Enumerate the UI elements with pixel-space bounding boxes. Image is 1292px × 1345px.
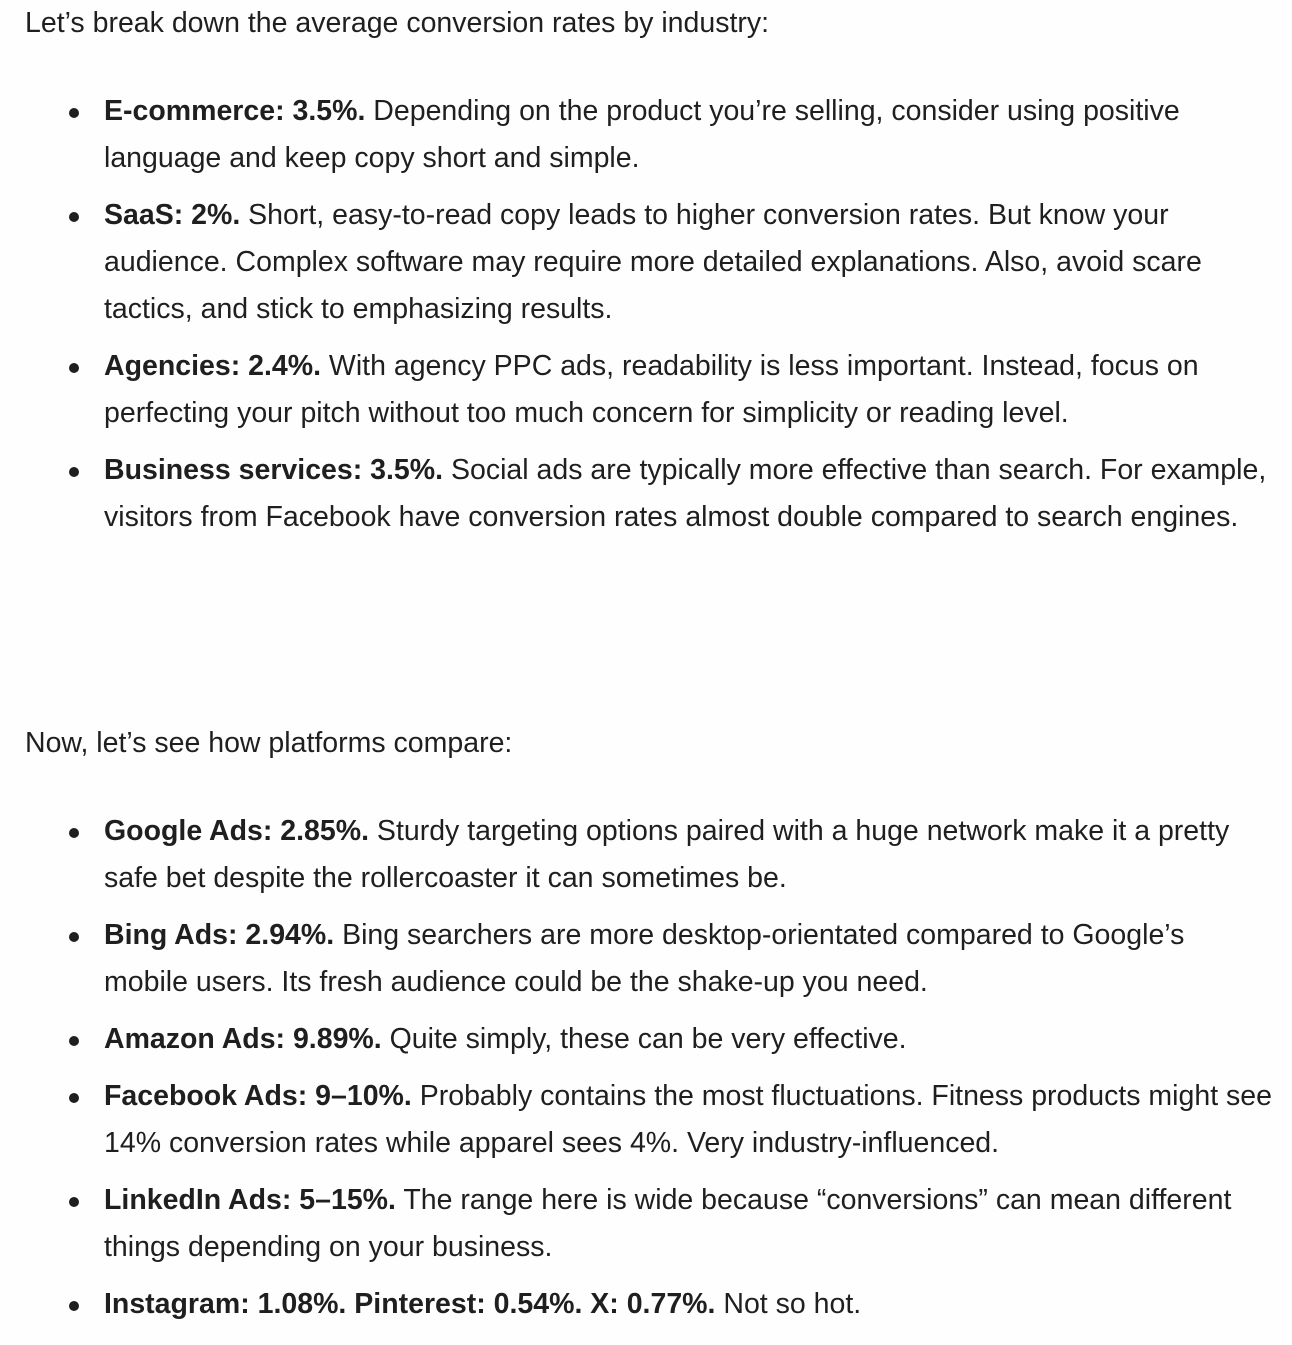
bullet-dot-icon — [69, 932, 79, 942]
item-label: SaaS: 2%. — [104, 199, 241, 231]
item-description: With agency PPC ads, readability is less important. Instead, focus on perfecting your pitch without too much concern for simplicity or reading level. — [104, 350, 1199, 429]
platform-conversion-list — [0, 808, 1292, 1338]
item-description: Social ads are typically more effective than search. For example, visitors from Facebook have conversion rates almost double compared to search engines. — [104, 454, 1267, 533]
item-description: Sturdy targeting options paired with a huge network make it a pretty safe bet despite the rollercoaster it can sometimes be. — [104, 815, 1230, 894]
item-label: Bing Ads: 2.94%. — [104, 919, 335, 951]
item-label: LinkedIn Ads: 5–15%. — [104, 1184, 396, 1216]
bullet-dot-icon — [69, 1093, 79, 1103]
bullet-dot-icon — [69, 212, 79, 222]
list-item — [0, 1073, 1292, 1167]
item-description: Quite simply, these can be very effective. — [381, 1023, 907, 1055]
platform-intro-paragraph: Now, let’s see how platforms compare: — [25, 727, 513, 759]
bullet-dot-icon — [69, 1197, 79, 1207]
list-item — [0, 88, 1292, 182]
bullet-dot-icon — [69, 363, 79, 373]
item-label: Google Ads: 2.85%. — [104, 815, 370, 847]
item-description: Short, easy-to-read copy leads to higher conversion rates. But know your audience. Complex software may require more detailed explanations. Also, avoid scare tactics, and stick to emphasizing results. — [104, 199, 1202, 325]
item-label: Amazon Ads: 9.89%. — [104, 1023, 382, 1055]
industry-conversion-list — [0, 88, 1292, 551]
bullet-dot-icon — [69, 828, 79, 838]
bullet-dot-icon — [69, 108, 79, 118]
item-description: The range here is wide because “conversions” can mean different things depending on your business. — [104, 1184, 1232, 1263]
item-description: Probably contains the most fluctuations. Fitness products might see 14% conversion rates while apparel sees 4%. Very industry-influenced. — [104, 1080, 1272, 1159]
list-item — [0, 1016, 1292, 1063]
bullet-dot-icon — [69, 467, 79, 477]
bullet-dot-icon — [69, 1301, 79, 1311]
bullet-dot-icon — [69, 1036, 79, 1046]
list-item — [0, 1177, 1292, 1271]
list-item — [0, 1281, 1292, 1328]
list-item — [0, 192, 1292, 333]
item-label: Facebook Ads: 9–10%. — [104, 1080, 412, 1112]
item-description: Bing searchers are more desktop-orientated compared to Google’s mobile users. Its fresh audience could be the shake-up you need. — [104, 919, 1185, 998]
item-label: Business services: 3.5%. — [104, 454, 444, 486]
list-item — [0, 808, 1292, 902]
list-item — [0, 912, 1292, 1006]
list-item — [0, 343, 1292, 437]
item-label: Agencies: 2.4%. — [104, 350, 322, 382]
item-label: Instagram: 1.08%. Pinterest: 0.54%. X: 0.77%. — [104, 1288, 716, 1320]
item-description: Depending on the product you’re selling, consider using positive language and keep copy short and simple. — [104, 95, 1180, 174]
item-description: Not so hot. — [715, 1288, 862, 1320]
item-label: E-commerce: 3.5%. — [104, 95, 366, 127]
industry-intro-paragraph: Let’s break down the average conversion rates by industry: — [25, 7, 770, 39]
list-item — [0, 447, 1292, 541]
